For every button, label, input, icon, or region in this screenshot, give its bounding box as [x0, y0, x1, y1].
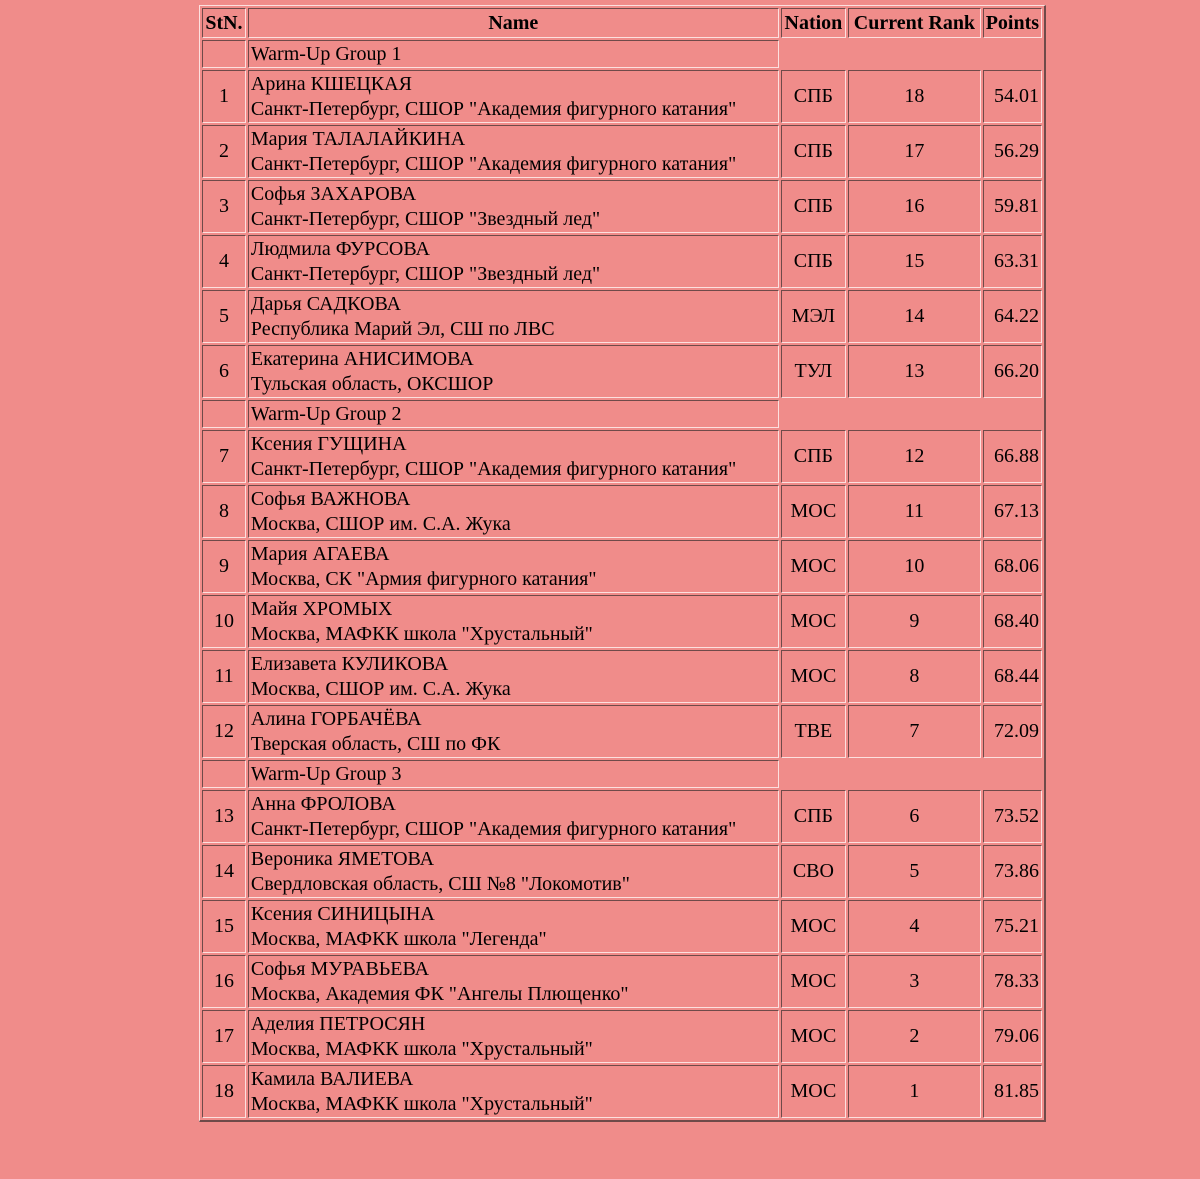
- skater-row: [202, 705, 1042, 758]
- skater-name-cell: [248, 290, 779, 343]
- start-number: 14: [202, 845, 246, 898]
- skater-row: [202, 430, 1042, 483]
- current-rank: 10: [848, 540, 981, 593]
- skater-name-cell: [248, 1065, 779, 1118]
- current-rank: 17: [848, 125, 981, 178]
- start-number: 5: [202, 290, 246, 343]
- skater-row: [202, 845, 1042, 898]
- current-rank: 7: [848, 705, 981, 758]
- start-number: 6: [202, 345, 246, 398]
- group-filler-cell: [781, 400, 1042, 428]
- skater-name: Камила ВАЛИЕВА: [250, 1067, 414, 1090]
- points: 54.01: [983, 70, 1042, 123]
- points: 68.40: [983, 595, 1042, 648]
- nation-code: СПБ: [781, 790, 846, 843]
- skater-name-cell: [248, 540, 779, 593]
- warm-up-group-label: Warm-Up Group 1: [248, 40, 779, 68]
- nation-code: МОС: [781, 650, 846, 703]
- skater-name: Дарья САДКОВА: [250, 292, 401, 315]
- start-number: 11: [202, 650, 246, 703]
- points: 59.81: [983, 180, 1042, 233]
- points: 79.06: [983, 1010, 1042, 1063]
- skater-club: Республика Марий Эл, СШ по ЛВС: [250, 317, 555, 340]
- current-rank: 4: [848, 900, 981, 953]
- skater-club: Москва, МАФКК школа "Хрустальный": [250, 622, 593, 645]
- skater-name: Софья ВАЖНОВА: [250, 487, 411, 510]
- start-number: 13: [202, 790, 246, 843]
- header-row: [202, 8, 1042, 38]
- skater-name: Майя ХРОМЫХ: [250, 597, 393, 620]
- skater-club: Санкт-Петербург, СШОР "Звездный лед": [250, 207, 601, 230]
- skater-name-cell: [248, 70, 779, 123]
- skater-name-cell: [248, 790, 779, 843]
- skater-club: Москва, МАФКК школа "Хрустальный": [250, 1092, 593, 1115]
- nation-code: СВО: [781, 845, 846, 898]
- skater-name-cell: [248, 1010, 779, 1063]
- group-filler-cell: [781, 40, 1042, 68]
- table-body: [202, 40, 1042, 1118]
- points: 78.33: [983, 955, 1042, 1008]
- skater-row: [202, 955, 1042, 1008]
- skater-name: Елизавета КУЛИКОВА: [250, 652, 449, 675]
- current-rank: 5: [848, 845, 981, 898]
- skater-row: [202, 1065, 1042, 1118]
- skater-row: [202, 1010, 1042, 1063]
- nation-code: МЭЛ: [781, 290, 846, 343]
- nation-code: СПБ: [781, 180, 846, 233]
- skater-club: Санкт-Петербург, СШОР "Академия фигурного катания": [250, 97, 737, 120]
- current-rank: 9: [848, 595, 981, 648]
- skater-club: Москва, МАФКК школа "Легенда": [250, 927, 547, 950]
- skater-name-cell: [248, 845, 779, 898]
- start-number: 7: [202, 430, 246, 483]
- header-points: Points: [983, 8, 1042, 38]
- current-rank: 6: [848, 790, 981, 843]
- nation-code: МОС: [781, 485, 846, 538]
- points: 73.86: [983, 845, 1042, 898]
- skater-club: Москва, СШОР им. С.А. Жука: [250, 512, 511, 535]
- skater-club: Москва, СК "Армия фигурного катания": [250, 567, 597, 590]
- start-number: 1: [202, 70, 246, 123]
- skater-row: [202, 125, 1042, 178]
- nation-code: МОС: [781, 955, 846, 1008]
- skater-row: [202, 540, 1042, 593]
- current-rank: 15: [848, 235, 981, 288]
- skater-name-cell: [248, 595, 779, 648]
- current-rank: 8: [848, 650, 981, 703]
- header-current-rank: Current Rank: [848, 8, 981, 38]
- points: 68.06: [983, 540, 1042, 593]
- skater-club: Санкт-Петербург, СШОР "Академия фигурного катания": [250, 457, 737, 480]
- points: 66.88: [983, 430, 1042, 483]
- skater-row: [202, 235, 1042, 288]
- skater-name-cell: [248, 705, 779, 758]
- skater-club: Санкт-Петербург, СШОР "Академия фигурного катания": [250, 152, 737, 175]
- table-header: [202, 8, 1042, 38]
- points: 72.09: [983, 705, 1042, 758]
- points: 56.29: [983, 125, 1042, 178]
- current-rank: 11: [848, 485, 981, 538]
- points: 64.22: [983, 290, 1042, 343]
- warm-up-group-row: [202, 760, 1042, 788]
- start-number: 8: [202, 485, 246, 538]
- start-number: 17: [202, 1010, 246, 1063]
- start-number: 16: [202, 955, 246, 1008]
- skater-name: Людмила ФУРСОВА: [250, 237, 430, 260]
- skater-club: Москва, СШОР им. С.А. Жука: [250, 677, 511, 700]
- start-number: 2: [202, 125, 246, 178]
- skater-name-cell: [248, 900, 779, 953]
- current-rank: 1: [848, 1065, 981, 1118]
- skater-club: Тверская область, СШ по ФК: [250, 732, 501, 755]
- skater-row: [202, 485, 1042, 538]
- skater-club: Тульская область, ОКСШОР: [250, 372, 494, 395]
- start-number: 3: [202, 180, 246, 233]
- group-stn-empty-cell: [202, 400, 246, 428]
- skater-club: Москва, МАФКК школа "Хрустальный": [250, 1037, 593, 1060]
- points: 73.52: [983, 790, 1042, 843]
- skater-name: Алина ГОРБАЧЁВА: [250, 707, 422, 730]
- skater-name-cell: [248, 125, 779, 178]
- skater-name-cell: [248, 345, 779, 398]
- skater-row: [202, 650, 1042, 703]
- skater-name-cell: [248, 955, 779, 1008]
- start-number: 4: [202, 235, 246, 288]
- starting-order-table: [199, 5, 1046, 1122]
- skater-row: [202, 70, 1042, 123]
- current-rank: 18: [848, 70, 981, 123]
- skater-row: [202, 180, 1042, 233]
- current-rank: 16: [848, 180, 981, 233]
- skater-name-cell: [248, 180, 779, 233]
- skater-name: Анна ФРОЛОВА: [250, 792, 396, 815]
- nation-code: СПБ: [781, 430, 846, 483]
- nation-code: ТУЛ: [781, 345, 846, 398]
- points: 67.13: [983, 485, 1042, 538]
- nation-code: МОС: [781, 1065, 846, 1118]
- start-number: 12: [202, 705, 246, 758]
- nation-code: МОС: [781, 595, 846, 648]
- skater-row: [202, 595, 1042, 648]
- skater-name-cell: [248, 235, 779, 288]
- nation-code: СПБ: [781, 235, 846, 288]
- skater-name: Мария ТАЛАЛАЙКИНА: [250, 127, 466, 150]
- skater-club: Санкт-Петербург, СШОР "Звездный лед": [250, 262, 601, 285]
- nation-code: МОС: [781, 1010, 846, 1063]
- header-stn: StN.: [202, 8, 246, 38]
- skater-name: Ксения СИНИЦЫНА: [250, 902, 435, 925]
- group-stn-empty-cell: [202, 40, 246, 68]
- points: 81.85: [983, 1065, 1042, 1118]
- warm-up-group-label: Warm-Up Group 3: [248, 760, 779, 788]
- points: 68.44: [983, 650, 1042, 703]
- group-filler-cell: [781, 760, 1042, 788]
- skater-name: Софья МУРАВЬЕВА: [250, 957, 430, 980]
- start-number: 18: [202, 1065, 246, 1118]
- header-name: Name: [248, 8, 779, 38]
- skater-club: Москва, Академия ФК "Ангелы Плющенко": [250, 982, 629, 1005]
- skater-name-cell: [248, 430, 779, 483]
- skater-name-cell: [248, 485, 779, 538]
- nation-code: ТВЕ: [781, 705, 846, 758]
- skater-row: [202, 345, 1042, 398]
- current-rank: 2: [848, 1010, 981, 1063]
- skater-name: Аделия ПЕТРОСЯН: [250, 1012, 426, 1035]
- header-nation: Nation: [781, 8, 846, 38]
- points: 66.20: [983, 345, 1042, 398]
- skater-row: [202, 900, 1042, 953]
- start-number: 9: [202, 540, 246, 593]
- skater-name: Арина КШЕЦКАЯ: [250, 72, 412, 95]
- nation-code: СПБ: [781, 125, 846, 178]
- current-rank: 12: [848, 430, 981, 483]
- nation-code: МОС: [781, 900, 846, 953]
- skater-name: Вероника ЯМЕТОВА: [250, 847, 435, 870]
- current-rank: 14: [848, 290, 981, 343]
- nation-code: МОС: [781, 540, 846, 593]
- skater-name: Екатерина АНИСИМОВА: [250, 347, 474, 370]
- start-number: 10: [202, 595, 246, 648]
- current-rank: 13: [848, 345, 981, 398]
- warm-up-group-row: [202, 40, 1042, 68]
- skater-name: Софья ЗАХАРОВА: [250, 182, 417, 205]
- group-stn-empty-cell: [202, 760, 246, 788]
- points: 63.31: [983, 235, 1042, 288]
- warm-up-group-label: Warm-Up Group 2: [248, 400, 779, 428]
- points: 75.21: [983, 900, 1042, 953]
- skater-row: [202, 790, 1042, 843]
- skater-name-cell: [248, 650, 779, 703]
- skater-club: Свердловская область, СШ №8 "Локомотив": [250, 872, 630, 895]
- skater-club: Санкт-Петербург, СШОР "Академия фигурного катания": [250, 817, 737, 840]
- start-number: 15: [202, 900, 246, 953]
- nation-code: СПБ: [781, 70, 846, 123]
- skater-name: Мария АГАЕВА: [250, 542, 390, 565]
- skater-name: Ксения ГУЩИНА: [250, 432, 407, 455]
- current-rank: 3: [848, 955, 981, 1008]
- skater-row: [202, 290, 1042, 343]
- warm-up-group-row: [202, 400, 1042, 428]
